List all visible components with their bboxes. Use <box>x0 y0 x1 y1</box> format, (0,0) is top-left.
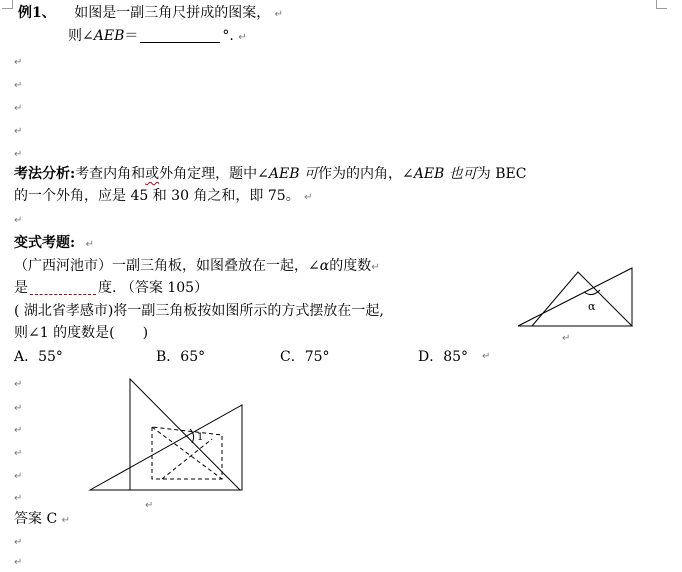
example1-label: 例1、 <box>18 5 56 21</box>
fig2-right-triangle-tall <box>130 379 240 490</box>
analysis-text-spellcheck: 或 <box>145 166 160 182</box>
analysis-heading: 考法分析: <box>14 166 76 182</box>
example1-answer-prefix: 则∠ <box>68 28 94 44</box>
analysis-text: 也可 <box>448 166 477 182</box>
para-mark: ↵ <box>14 448 23 459</box>
figure-triangles-alpha <box>514 264 644 334</box>
variant-heading: 变式考题: <box>14 235 76 251</box>
para-mark: ↵ <box>304 192 313 203</box>
corner-mark-top-left <box>2 0 13 9</box>
q1-line1 <box>14 257 380 277</box>
q2-text: ) <box>142 325 149 341</box>
example1-angle-var: AEB <box>93 28 125 44</box>
answer-blank[interactable] <box>140 28 220 43</box>
option-a[interactable]: A．55° <box>14 349 63 365</box>
analysis-text: 外角定理，题中∠ <box>159 166 269 182</box>
q1-text: （广西河池市）一副三角板，如图叠放在一起，∠ <box>14 258 320 274</box>
analysis-text: 为 BEC <box>476 166 527 182</box>
fig2-right-triangle-wide <box>90 405 242 490</box>
q1-line2 <box>14 279 208 297</box>
para-mark: ↵ <box>14 379 23 390</box>
para-mark: ↵ <box>85 239 95 250</box>
para-mark: ↵ <box>145 500 154 511</box>
corner-mark-top-right <box>656 0 667 9</box>
para-mark: ↵ <box>14 215 23 226</box>
para-mark: ↵ <box>14 149 23 160</box>
option-d[interactable]: D．85° <box>418 349 469 365</box>
para-mark: ↵ <box>371 262 380 273</box>
para-mark: ↵ <box>14 126 23 137</box>
q1-text: 是 <box>14 280 28 296</box>
analysis-text: 的一个外角，应是 45 和 30 角之和，即 75。 <box>14 188 300 204</box>
q1-answer-blank[interactable] <box>30 280 96 295</box>
para-mark: ↵ <box>14 425 23 436</box>
answer-line <box>14 510 70 530</box>
para-mark: ↵ <box>482 351 491 362</box>
analysis-text: 可 <box>303 166 318 182</box>
q1-alpha: α <box>319 258 330 274</box>
fig1-large-triangle <box>518 268 632 326</box>
para-mark: ↵ <box>14 471 23 482</box>
example1-answer-suffix: °. <box>222 28 234 44</box>
para-mark: ↵ <box>238 32 247 43</box>
para-mark: ↵ <box>14 557 23 568</box>
example1-line1 <box>18 4 283 24</box>
para-mark: ↵ <box>14 493 23 504</box>
analysis-line1 <box>14 165 526 183</box>
para-mark: ↵ <box>14 103 23 114</box>
analysis-text: 考查内角和 <box>75 166 146 182</box>
fig2-dashed-diagonal <box>152 427 222 479</box>
q1-text: 度. （答案 105） <box>98 280 209 296</box>
analysis-line2 <box>14 187 313 207</box>
para-mark: ↵ <box>14 403 23 414</box>
analysis-angle-var: AEB <box>413 166 445 182</box>
q2-text: 则∠1 的度数是( <box>14 325 115 341</box>
para-mark: ↵ <box>14 537 23 548</box>
para-mark: ↵ <box>61 515 71 526</box>
q2-line2 <box>14 324 148 342</box>
fig1-alpha-label: α <box>588 300 596 313</box>
option-c[interactable]: C．75° <box>280 349 330 365</box>
para-mark: ↵ <box>14 80 23 91</box>
analysis-text: 作为的内角，∠ <box>317 166 414 182</box>
fig2-angle-1-label: 1 <box>197 432 204 443</box>
figure-triangles-angle-1 <box>88 377 248 492</box>
q2-line1 <box>14 302 384 320</box>
para-mark: ↵ <box>14 57 23 68</box>
answer-text: 答案 C <box>14 511 58 527</box>
variant-heading-line <box>14 234 94 254</box>
example1-text: 如图是一副三角尺拼成的图案， <box>74 5 271 21</box>
option-b[interactable]: B．65° <box>156 349 206 365</box>
para-mark: ↵ <box>274 9 284 20</box>
q2-text: ( 湖北省孝感市)将一副三角板按如图所示的方式摆放在一起, <box>14 303 384 319</box>
example1-line2 <box>68 27 247 47</box>
para-mark: ↵ <box>562 333 571 344</box>
example1-equals: ＝ <box>124 28 139 44</box>
q1-text: 的度数 <box>329 258 372 274</box>
analysis-angle-var: AEB <box>268 166 300 182</box>
fig1-small-triangle <box>532 272 632 326</box>
